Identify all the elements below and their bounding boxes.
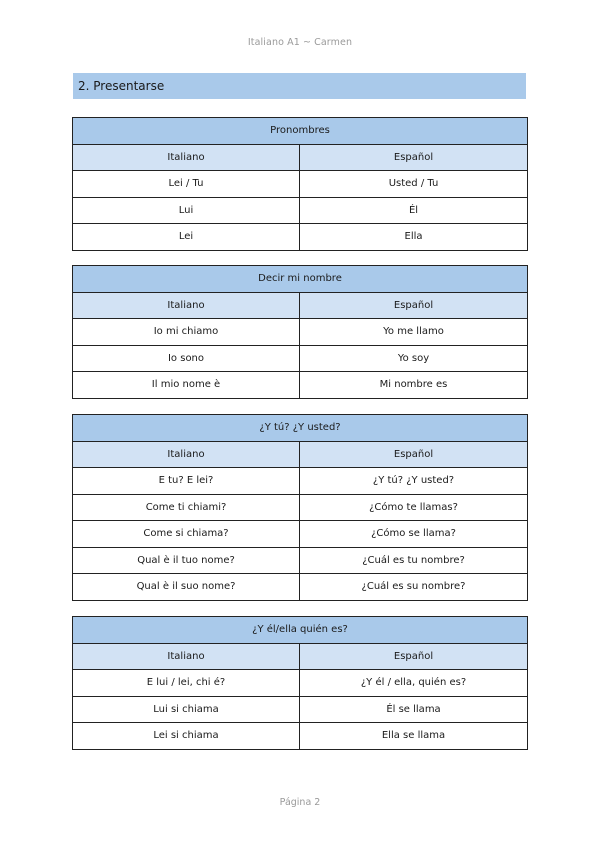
column-header-italiano: Italiano [73,292,300,319]
pronouns-table [72,117,528,251]
italian-cell: Qual è il tuo nome? [73,547,300,574]
italian-cell: Lei / Tu [73,171,300,198]
who-is-he-she-table [72,616,528,750]
spanish-cell: ¿Cómo te llamas? [300,494,528,521]
table-title-row [73,266,528,293]
section-heading: 2. Presentarse [73,73,526,99]
table-row [73,723,528,750]
table-row [73,574,528,601]
table-row [73,521,528,548]
italian-cell: E lui / lei, chi é? [73,670,300,697]
column-header-italiano: Italiano [73,144,300,171]
spanish-cell: Mi nombre es [300,372,528,399]
table-header-row [73,144,528,171]
table-header-row [73,643,528,670]
table-row [73,345,528,372]
page-number: Página 2 [279,797,321,808]
spanish-cell: Yo soy [300,345,528,372]
italian-cell: Io mi chiamo [73,319,300,346]
spanish-cell: ¿Y él / ella, quién es? [300,670,528,697]
table-title: ¿Y tú? ¿Y usted? [73,415,528,442]
italian-cell: Lui [73,197,300,224]
table-header-row [73,441,528,468]
column-header-italiano: Italiano [73,643,300,670]
spanish-cell: Ella [300,224,528,251]
spanish-cell: ¿Cómo se llama? [300,521,528,548]
italian-cell: Il mio nome è [73,372,300,399]
table-row [73,224,528,251]
spanish-cell: Usted / Tu [300,171,528,198]
table-title-row [73,118,528,145]
table-row [73,197,528,224]
italian-cell: Qual è il suo nome? [73,574,300,601]
italian-cell: Come si chiama? [73,521,300,548]
italian-cell: Lei [73,224,300,251]
table-title: Decir mi nombre [73,266,528,293]
table-row [73,696,528,723]
spanish-cell: ¿Y tú? ¿Y usted? [300,468,528,495]
table-row [73,468,528,495]
spanish-cell: Él [300,197,528,224]
spanish-cell: Él se llama [300,696,528,723]
column-header-espanol: Español [300,144,528,171]
spanish-cell: Yo me llamo [300,319,528,346]
italian-cell: Lui si chiama [73,696,300,723]
table-row [73,171,528,198]
table-title: ¿Y él/ella quién es? [73,617,528,644]
table-row [73,547,528,574]
column-header-espanol: Español [300,643,528,670]
and-you-table [72,414,528,601]
table-title: Pronombres [73,118,528,145]
table-row [73,372,528,399]
italian-cell: E tu? E lei? [73,468,300,495]
italian-cell: Io sono [73,345,300,372]
column-header-espanol: Español [300,441,528,468]
table-row [73,319,528,346]
column-header-espanol: Español [300,292,528,319]
italian-cell: Come ti chiami? [73,494,300,521]
spanish-cell: Ella se llama [300,723,528,750]
say-my-name-table [72,265,528,399]
table-row [73,670,528,697]
table-title-row [73,617,528,644]
running-header: Italiano A1 ~ Carmen [247,37,353,48]
table-title-row [73,415,528,442]
table-header-row [73,292,528,319]
italian-cell: Lei si chiama [73,723,300,750]
spanish-cell: ¿Cuál es tu nombre? [300,547,528,574]
table-row [73,494,528,521]
spanish-cell: ¿Cuál es su nombre? [300,574,528,601]
column-header-italiano: Italiano [73,441,300,468]
